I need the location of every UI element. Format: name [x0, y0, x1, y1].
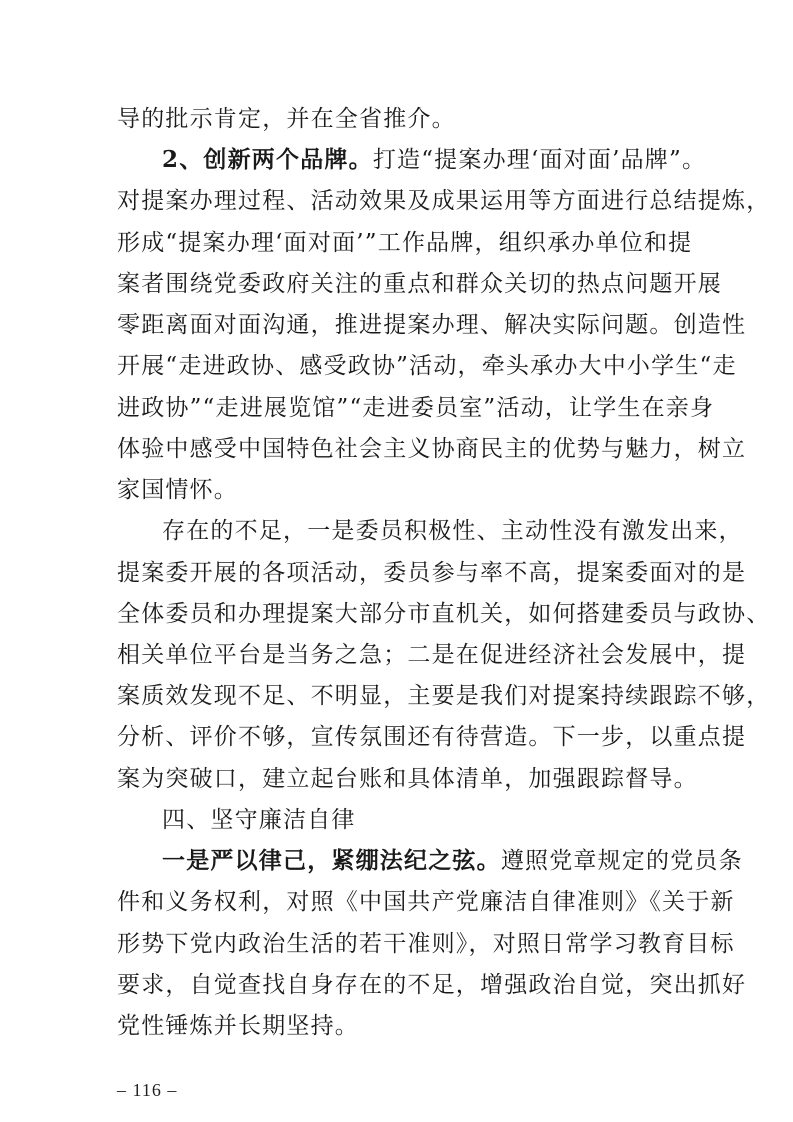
paragraph-line: 形势下党内政治生活的若干准则》，对照日常学习教育目标 — [117, 931, 735, 957]
paragraph-line: 存在的不足，一是委员积极性、主动性没有激发出来， — [162, 518, 743, 544]
subsection-title: 一是严以律己，紧绷法纪之弦。 — [162, 847, 501, 874]
paragraph-line: 对提案办理过程、活动效果及成果运用等方面进行总结提炼， — [117, 188, 771, 214]
paragraph-line: 提案委开展的各项活动，委员参与率不高，提案委面对的是 — [117, 560, 747, 586]
paragraph-line: 件和义务权利，对照《中国共产党廉洁自律准则》《关于新 — [117, 889, 735, 915]
paragraph-line: 零距离面对面沟通，推进提案办理、解决实际问题。创造性 — [117, 312, 747, 338]
section-2-title: 2、创新两个品牌。 — [162, 146, 373, 173]
paragraph-line: 体验中感受中国特色社会主义协商民主的优势与魅力，树立 — [117, 436, 747, 462]
paragraph-line: 党性锤炼并长期坚持。 — [117, 1013, 359, 1039]
paragraph-line: 案质效发现不足、不明显，主要是我们对提案持续跟踪不够， — [117, 683, 771, 709]
section-2-text: 打造“提案办理‘面对面’品牌”。 — [372, 147, 707, 173]
paragraph-line: 全体委员和办理提案大部分市直机关，如何搭建委员与政协、 — [117, 601, 771, 627]
paragraph-line: 案者围绕党委政府关注的重点和群众关切的热点问题开展 — [117, 271, 722, 297]
paragraph-line: 要求，自觉查找自身存在的不足，增强政治自觉，突出抓好 — [117, 972, 747, 998]
section-2-line — [162, 144, 707, 176]
paragraph-line: 形成“提案办理‘面对面’”工作品牌，组织承办单位和提 — [117, 230, 693, 256]
paragraph-line: 开展“走进政协、感受政协”活动，牵头承办大中小学生“走 — [117, 353, 737, 379]
paragraph-line: 相关单位平台是当务之急；二是在促进经济社会发展中，提 — [117, 642, 747, 668]
page-number: – 116 – — [117, 1080, 178, 1100]
paragraph-line: 进政协”“走进展览馆”“走进委员室”活动，让学生在亲身 — [117, 395, 715, 421]
paragraph-line: 分析、评价不够，宣传氛围还有待营造。下一步，以重点提 — [117, 724, 747, 750]
paragraph-line: 导的批示肯定，并在全省推介。 — [117, 106, 456, 132]
paragraph-line: 家国情怀。 — [117, 477, 238, 503]
subsection-line — [162, 845, 743, 877]
paragraph-line: 案为突破口，建立起台账和具体清单，加强跟踪督导。 — [117, 766, 698, 792]
subsection-text: 遵照党章规定的党员条 — [500, 848, 743, 874]
section-heading: 四、坚守廉洁自律 — [162, 807, 356, 833]
